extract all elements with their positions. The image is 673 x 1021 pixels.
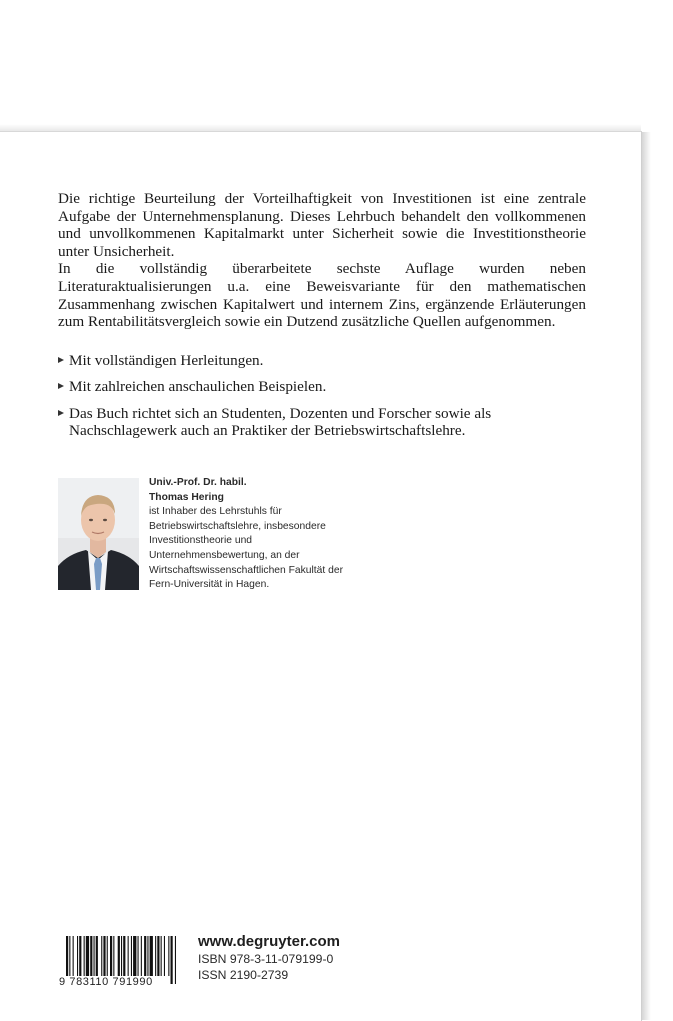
barcode-bars bbox=[58, 936, 180, 998]
list-item bbox=[58, 378, 586, 396]
author-photo bbox=[58, 478, 139, 590]
barcode-bar bbox=[79, 936, 81, 976]
author-info bbox=[149, 476, 349, 593]
triangle-bullet-icon bbox=[58, 383, 64, 389]
author-portrait-image bbox=[58, 478, 139, 590]
triangle-bullet-icon bbox=[58, 410, 64, 416]
issn-number: ISSN 2190-2739 bbox=[198, 968, 289, 982]
barcode-bar bbox=[118, 936, 120, 976]
barcode-bar bbox=[73, 936, 74, 976]
author-bio: ist Inhaber des Lehrstuhls für Betriebswirtschaftslehre, insbesondere Investitionstheorie und Unternehmensbewertung, an der Wirtschaftswissenschaftlichen Fakultät der Fern-Universität in Hagen. bbox=[149, 506, 343, 591]
barcode-bar bbox=[138, 936, 139, 976]
barcode-bar bbox=[123, 936, 125, 976]
barcode-bar bbox=[157, 936, 159, 976]
barcode-bar bbox=[141, 936, 142, 976]
barcode-bar bbox=[150, 936, 153, 976]
feature-text: Mit zahlreichen anschaulichen Beispielen. bbox=[69, 378, 327, 396]
triangle-bullet-icon bbox=[58, 357, 64, 363]
blurb-paragraph-2: In die vollständig überarbeitete sechste Auflage wurden neben Literaturaktualisierungen u.a. eine Beweisvariante für den mathematischen Zusammenhang zwischen Kapitalwert und internem Zins, ergänzende Erläuterungen zum Rentabilitätsvergleich sowie ein Dutzend zusätzliche Quellen aufgenommen. bbox=[58, 260, 586, 331]
barcode-bar bbox=[144, 936, 146, 976]
barcode-number: 9 783110 791990 bbox=[59, 976, 153, 988]
barcode-bar bbox=[168, 936, 169, 976]
barcode-bar bbox=[147, 936, 148, 976]
barcode-bar bbox=[77, 936, 78, 976]
isbn-number: ISBN 978-3-11-079199-0 bbox=[198, 952, 334, 966]
barcode-bar bbox=[161, 936, 162, 976]
barcode-bar bbox=[133, 936, 136, 976]
list-item bbox=[58, 352, 586, 370]
barcode-bar bbox=[84, 936, 85, 976]
barcode-bar bbox=[94, 936, 95, 976]
feature-text: Das Buch richtet sich an Studenten, Dozenten und Forscher sowie als Nachschlagewerk auch an Praktiker der Betriebswirtschaftslehre. bbox=[69, 404, 492, 440]
publisher-url: www.degruyter.com bbox=[198, 933, 340, 950]
barcode-bar bbox=[113, 936, 114, 976]
feature-text: Mit vollständigen Herleitungen. bbox=[69, 352, 264, 369]
list-item bbox=[58, 405, 586, 441]
barcode-bar bbox=[155, 936, 156, 976]
cover-right-shadow bbox=[641, 132, 651, 1020]
feature-list bbox=[58, 352, 586, 449]
publisher-info bbox=[198, 932, 398, 983]
barcode-bar bbox=[86, 936, 89, 976]
barcode-bar bbox=[101, 936, 102, 976]
barcode-bar bbox=[131, 936, 132, 976]
barcode-bar bbox=[107, 936, 108, 976]
isbn-barcode bbox=[58, 936, 180, 998]
author-title: Univ.-Prof. Dr. habil. bbox=[149, 477, 247, 488]
barcode-bar bbox=[164, 936, 165, 976]
barcode-bar bbox=[103, 936, 105, 976]
book-back-cover bbox=[0, 131, 642, 1021]
author-name: Thomas Hering bbox=[149, 491, 224, 503]
barcode-bar bbox=[128, 936, 129, 976]
barcode-digits bbox=[58, 976, 180, 988]
blurb-text bbox=[58, 190, 586, 331]
barcode-bar bbox=[90, 936, 92, 976]
barcode-bar bbox=[96, 936, 98, 976]
barcode-bar bbox=[110, 936, 112, 976]
blurb-paragraph-1: Die richtige Beurteilung der Vorteilhaftigkeit von Investitionen ist eine zentrale Aufgabe der Unternehmensplanung. Dieses Lehrbuch behandelt den vollkommenen und unvollkommenen Kapitalmarkt unter Sicherheit sowie die Investitionstheorie unter Unsicherheit. bbox=[58, 190, 586, 260]
